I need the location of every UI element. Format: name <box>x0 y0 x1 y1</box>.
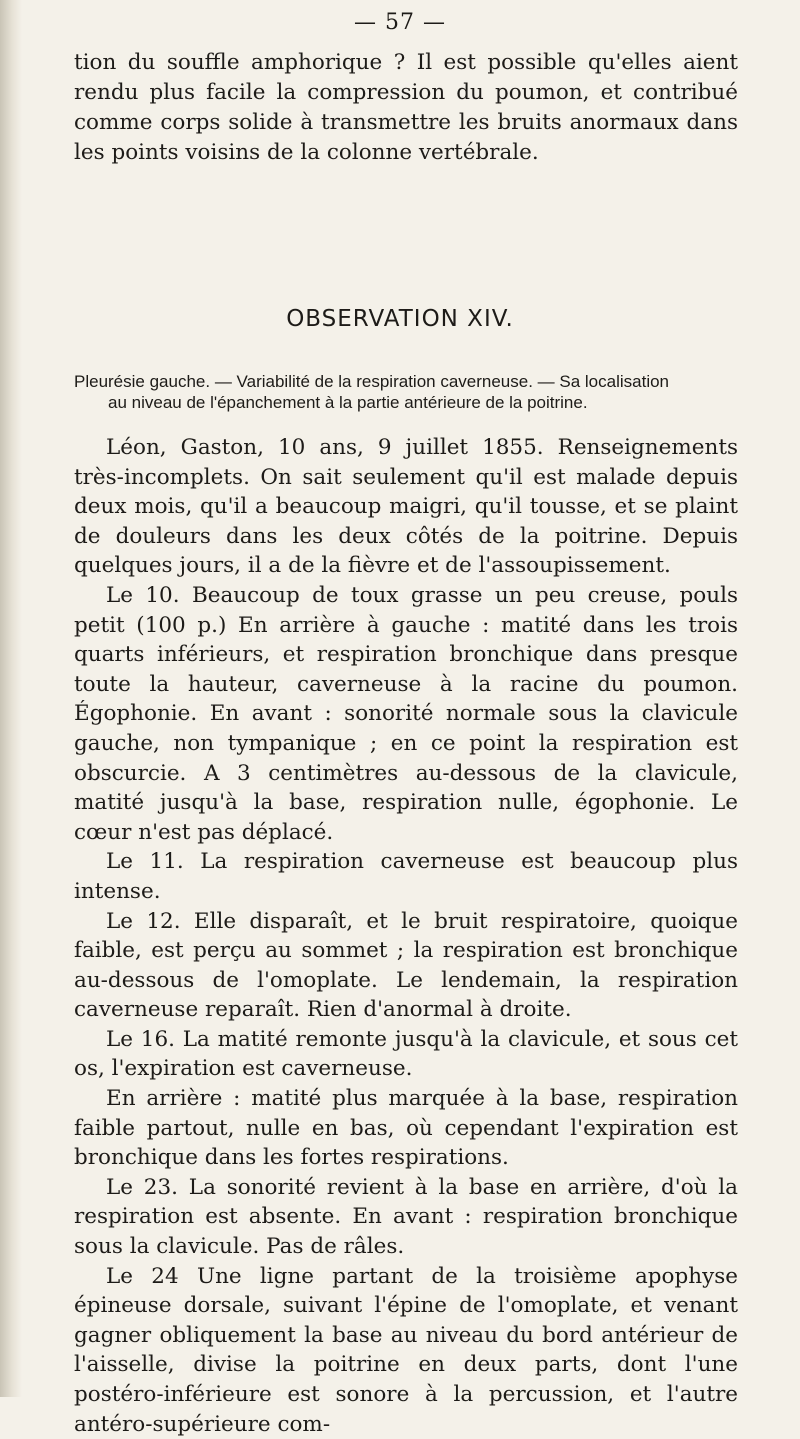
observation-body <box>74 433 738 1439</box>
paragraph-patient-history: Léon, Gaston, 10 ans, 9 juillet 1855. Renseignements très-incomplets. On sait seulement qu'il est malade depuis deux mois, qu'il a beaucoup maigri, qu'il tousse, et se plaint de douleurs dans les deux côtés de la poitrine. Depuis quelques jours, il a de la fièvre et de l'assoupissement. <box>74 435 738 579</box>
intro-paragraph: tion du souffle amphorique ? Il est possible qu'elles aient rendu plus facile la compression du poumon, et contribué comme corps solide à transmettre les bruits anormaux dans les points voisins de la colonne vertébrale. <box>74 50 738 165</box>
paragraph-day-11: Le 11. La respiration caverneuse est beaucoup plus intense. <box>74 849 738 904</box>
paragraph-day-23: Le 23. La sonorité revient à la base en arrière, d'où la respiration est absente. En avant : respiration bronchique sous la clavicule. Pas de râles. <box>74 1174 738 1260</box>
page-binding-edge <box>0 0 22 1397</box>
paragraph-day-10: Le 10. Beaucoup de toux grasse un peu creuse, pouls petit (100 p.) En arrière à gauche : matité dans les trois quarts inférieurs, et respiration bronchique dans presque toute la hauteur, caverneuse à la racine du poumon. Égophonie. En avant : sonorité normale sous la clavicule gauche, non tympanique ; en ce point la respiration est obscurcie. A 3 centimètres au-dessous de la clavicule, matité jusqu'à la base, respiration nulle, égophonie. Le cœur n'est pas déplacé. <box>74 582 738 845</box>
paragraph-posterior-findings: En arrière : matité plus marquée à la base, respiration faible partout, nulle en bas, où cependant l'expiration est bronchique dans les fortes respirations. <box>74 1086 738 1171</box>
paragraph-day-12: Le 12. Elle disparaît, et le bruit respiratoire, quoique faible, est perçu au sommet ; la respiration est bronchique au-dessous de l'omoplate. Le lendemain, la respiration caverneuse reparaît. Rien d'anormal à droite. <box>74 908 738 1023</box>
summary-line-1: Pleurésie gauche. — Variabilité de la respiration caverneuse. — Sa localisation <box>74 372 670 391</box>
paragraph-day-24: Le 24 Une ligne partant de la troisième apophyse épineuse dorsale, suivant l'épine de l'omoplate, et venant gagner obliquement la base au niveau du bord antérieur de l'aisselle, divise la poitrine en deux parts, dont l'une postéro-inférieure est sonore à la percussion, et l'autre antéro-supérieure com- <box>74 1263 738 1437</box>
summary-line-2: au niveau de l'épanchement à la partie antérieure de la poitrine. <box>108 393 588 412</box>
observation-summary <box>74 371 738 413</box>
observation-title: OBSERVATION XIV. <box>286 306 514 332</box>
paragraph-day-16: Le 16. La matité remonte jusqu'à la clavicule, et sous cet os, l'expiration est caverneuse. <box>74 1026 738 1082</box>
page-number: — 57 — <box>354 10 446 35</box>
